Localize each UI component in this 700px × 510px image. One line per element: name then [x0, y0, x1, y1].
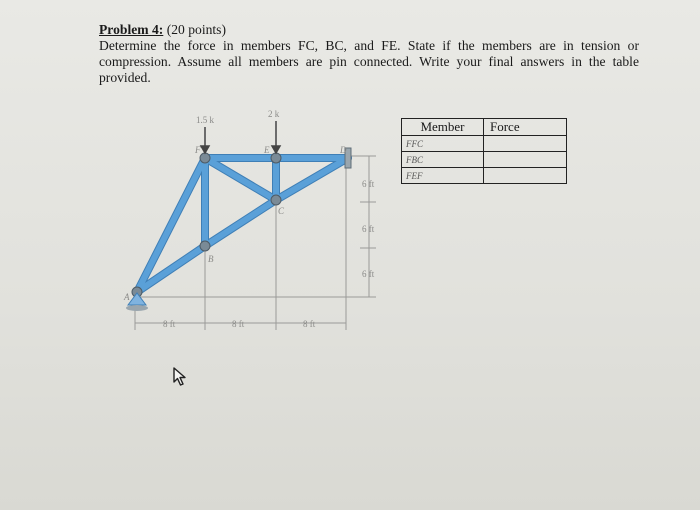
row-member-fc: FFC: [402, 136, 484, 152]
load-label-2: 2 k: [268, 109, 280, 119]
dim-label-h2: 8 ft: [232, 319, 245, 329]
dim-label-h3: 8 ft: [303, 319, 316, 329]
mouse-cursor-icon: [171, 366, 191, 388]
load-arrowhead-f: [201, 146, 209, 153]
header-force: Force: [484, 119, 567, 136]
problem-points: (20 points): [166, 22, 226, 37]
dim-label-h1: 8 ft: [163, 319, 176, 329]
pin-c: [271, 195, 281, 205]
row-force-fc[interactable]: [484, 136, 567, 152]
table-row: [402, 152, 567, 168]
table-row: [402, 136, 567, 152]
problem-text: Determine the force in members FC, BC, and FE. State if the members are in tension or compression. Assume all members are pin connected. Write your final answers in the table provided.: [99, 38, 639, 85]
problem-title: Problem 4:: [99, 22, 164, 37]
joint-label-f: F: [195, 145, 201, 155]
header-member: Member: [402, 119, 484, 136]
dim-label-v3: 6 ft: [362, 269, 375, 279]
dim-label-v1: 6 ft: [362, 179, 375, 189]
joint-label-c: C: [278, 206, 285, 216]
load-label-1: 1.5 k: [196, 115, 214, 125]
truss-members: [137, 158, 348, 292]
dim-label-v2: 6 ft: [362, 224, 375, 234]
joint-label-a: A: [124, 292, 130, 302]
load-arrowhead-e: [272, 146, 280, 153]
row-force-bc[interactable]: [484, 152, 567, 168]
table-row: [402, 168, 567, 184]
joint-label-d: D: [340, 145, 347, 155]
dimension-lines: [135, 156, 376, 330]
member-cd: [276, 158, 348, 200]
joint-label-e: E: [264, 145, 270, 155]
support-base-a: [126, 305, 148, 311]
joint-label-b: B: [208, 254, 214, 264]
row-force-fe[interactable]: [484, 168, 567, 184]
member-fc: [205, 158, 276, 200]
pin-b: [200, 241, 210, 251]
pin-support-a: [128, 293, 146, 305]
row-member-bc: FBC: [402, 152, 484, 168]
member-bc: [205, 200, 276, 246]
row-member-fe: FEF: [402, 168, 484, 184]
table-header-row: [402, 119, 567, 136]
answer-table: [401, 118, 567, 184]
